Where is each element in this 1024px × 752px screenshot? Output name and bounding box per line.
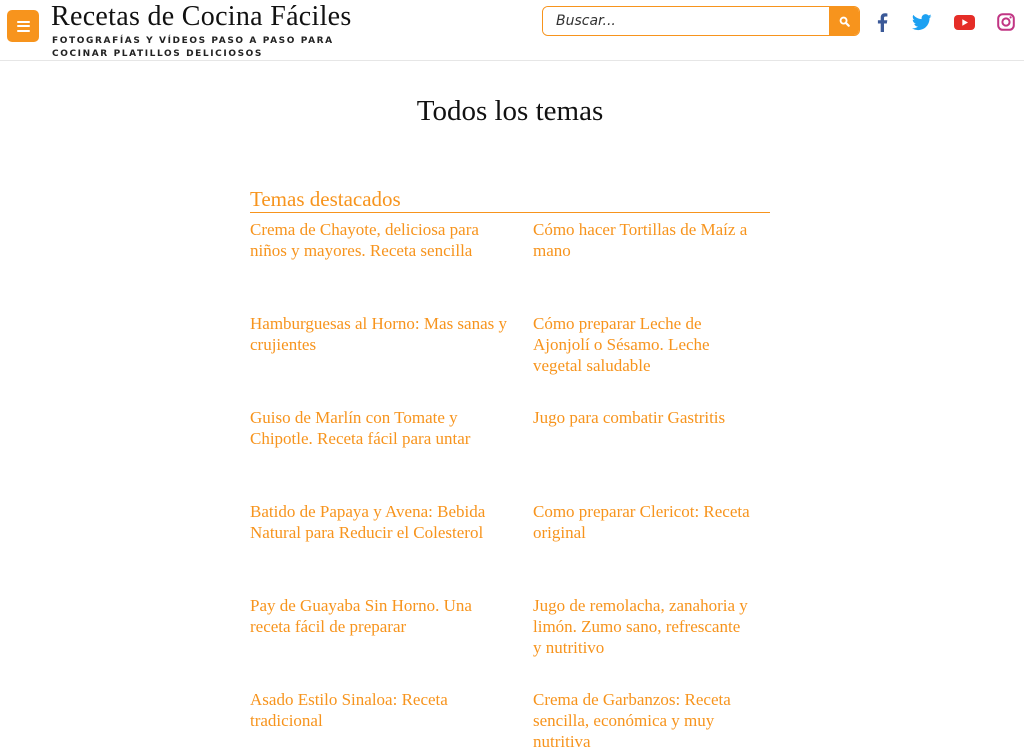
instagram-link[interactable] xyxy=(995,11,1017,33)
youtube-icon xyxy=(954,15,975,30)
twitter-link[interactable] xyxy=(911,11,933,33)
menu-button[interactable] xyxy=(7,10,39,42)
topic-item xyxy=(533,595,770,658)
hamburger-menu-icon xyxy=(17,21,30,32)
topic-link[interactable]: Asado Estilo Sinaloa: Receta tradicional xyxy=(250,690,448,730)
topic-item xyxy=(533,219,770,282)
instagram-icon xyxy=(997,13,1015,31)
topic-item xyxy=(533,501,770,564)
topic-item xyxy=(250,407,533,470)
topic-link[interactable]: Pay de Guayaba Sin Horno. Una receta fácil de preparar xyxy=(250,596,472,636)
youtube-link[interactable] xyxy=(953,11,975,33)
featured-topics-list xyxy=(250,219,770,752)
topic-item xyxy=(250,689,533,752)
facebook-link[interactable] xyxy=(871,11,893,33)
search-icon xyxy=(839,16,850,27)
topic-link[interactable]: Hamburguesas al Horno: Mas sanas y crujientes xyxy=(250,314,508,354)
topic-item xyxy=(533,313,770,376)
topic-item xyxy=(250,595,533,658)
topic-item xyxy=(250,313,533,376)
topic-link[interactable]: Jugo para combatir Gastritis xyxy=(533,408,726,427)
topic-link[interactable]: Guiso de Marlín con Tomate y Chipotle. Receta fácil para untar xyxy=(250,408,471,448)
site-header xyxy=(0,0,1024,61)
facebook-icon xyxy=(876,12,888,32)
search-input[interactable] xyxy=(543,7,829,35)
topic-link[interactable]: Crema de Chayote, deliciosa para niños y mayores. Receta sencilla xyxy=(250,220,479,260)
topic-link[interactable]: Batido de Papaya y Avena: Bebida Natural para Reducir el Colesterol xyxy=(250,502,486,542)
topic-link[interactable]: Jugo de remolacha, zanahoria y limón. Zumo sano, refrescante y nutritivo xyxy=(533,596,748,657)
main-content xyxy=(250,93,770,752)
topic-link[interactable]: Como preparar Clericot: Receta original xyxy=(533,502,750,542)
page-title: Todos los temas xyxy=(416,95,604,127)
section-title-featured: Temas destacados xyxy=(250,186,770,213)
twitter-icon xyxy=(912,14,932,31)
topic-item xyxy=(533,689,770,752)
site-tagline: FOTOGRAFÍAS Y VÍDEOS PASO A PASO PARA COCINAR PLATILLOS DELICIOSOS xyxy=(52,36,334,59)
topic-item xyxy=(533,407,770,470)
site-title[interactable]: Recetas de Cocina Fáciles xyxy=(51,1,352,32)
topic-link[interactable]: Cómo hacer Tortillas de Maíz a mano xyxy=(533,220,748,260)
search-form xyxy=(542,6,860,36)
topic-link[interactable]: Crema de Garbanzos: Receta sencilla, económica y muy nutritiva xyxy=(533,690,731,751)
search-button[interactable] xyxy=(829,7,859,35)
topic-item xyxy=(250,219,533,282)
topic-item xyxy=(250,501,533,564)
topic-link[interactable]: Cómo preparar Leche de Ajonjolí o Sésamo. Leche vegetal saludable xyxy=(533,314,710,375)
